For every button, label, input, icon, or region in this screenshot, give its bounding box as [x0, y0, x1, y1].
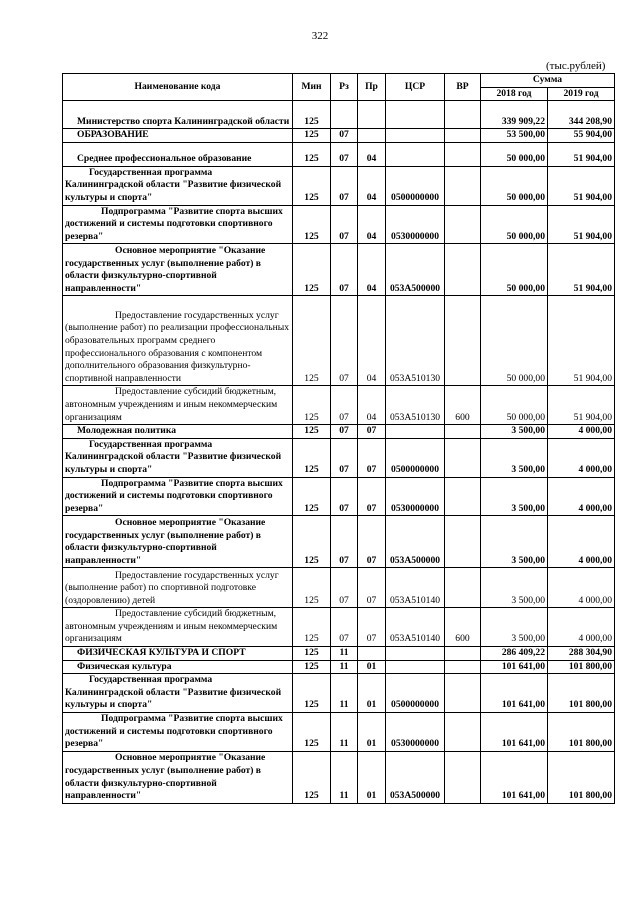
- cell-pr: [358, 101, 386, 129]
- budget-table: [62, 73, 615, 804]
- cell-y2018: 101 641,00: [481, 751, 548, 803]
- cell-vr: [445, 647, 481, 661]
- cell-csr: 053А510130: [386, 296, 445, 386]
- cell-name: ФИЗИЧЕСКАЯ КУЛЬТУРА И СПОРТ: [63, 647, 293, 661]
- cell-pr: [358, 647, 386, 661]
- units-label: (тыс.рублей): [546, 60, 606, 72]
- cell-vr: [445, 244, 481, 296]
- table-row: [63, 660, 615, 674]
- cell-csr: 053А510130: [386, 386, 445, 425]
- table-row: [63, 568, 615, 608]
- table-row: [63, 608, 615, 647]
- cell-rz: 11: [331, 647, 358, 661]
- cell-y2019: 4 000,00: [548, 438, 615, 477]
- cell-vr: [445, 674, 481, 713]
- cell-vr: [445, 660, 481, 674]
- cell-rz: 11: [331, 751, 358, 803]
- cell-name: Основное мероприятие "Оказание государственных услуг (выполнение работ) в области физкультурно-спортивной направленности": [63, 751, 293, 803]
- cell-y2019: 51 904,00: [548, 386, 615, 425]
- cell-rz: 11: [331, 674, 358, 713]
- cell-min: 125: [293, 205, 331, 244]
- cell-csr: 053А500000: [386, 751, 445, 803]
- cell-y2018: 53 500,00: [481, 129, 548, 143]
- cell-pr: 04: [358, 166, 386, 205]
- cell-rz: 07: [331, 166, 358, 205]
- cell-y2019: 101 800,00: [548, 751, 615, 803]
- cell-rz: 11: [331, 660, 358, 674]
- cell-y2019: 55 904,00: [548, 129, 615, 143]
- table-row: [63, 477, 615, 516]
- cell-min: 125: [293, 296, 331, 386]
- header-2018: 2018 год: [481, 87, 548, 101]
- cell-min: 125: [293, 674, 331, 713]
- cell-name: Физическая культура: [63, 660, 293, 674]
- cell-pr: 07: [358, 438, 386, 477]
- cell-name: Подпрограмма "Развитие спорта высших достижений и системы подготовки спортивного резерва": [63, 713, 293, 752]
- cell-y2018: 50 000,00: [481, 386, 548, 425]
- cell-min: 125: [293, 568, 331, 608]
- cell-csr: [386, 425, 445, 439]
- cell-y2019: 4 000,00: [548, 425, 615, 439]
- cell-y2018: 3 500,00: [481, 516, 548, 568]
- cell-rz: 07: [331, 516, 358, 568]
- cell-vr: [445, 751, 481, 803]
- cell-rz: 07: [331, 477, 358, 516]
- cell-name: Предоставление субсидий бюджетным, автономным учреждениям и иным некоммерческим организациям: [63, 608, 293, 647]
- cell-pr: 07: [358, 516, 386, 568]
- cell-y2019: 51 904,00: [548, 244, 615, 296]
- cell-vr: [445, 568, 481, 608]
- cell-vr: [445, 713, 481, 752]
- cell-y2018: 50 000,00: [481, 296, 548, 386]
- cell-min: 125: [293, 166, 331, 205]
- table-row: [63, 713, 615, 752]
- cell-y2019: 51 904,00: [548, 142, 615, 166]
- cell-pr: 01: [358, 713, 386, 752]
- table-row: [63, 425, 615, 439]
- header-name: Наименование кода: [63, 74, 293, 101]
- cell-vr: [445, 425, 481, 439]
- cell-vr: 600: [445, 386, 481, 425]
- cell-y2018: 3 500,00: [481, 568, 548, 608]
- cell-pr: 07: [358, 477, 386, 516]
- cell-min: 125: [293, 713, 331, 752]
- cell-y2018: 286 409,22: [481, 647, 548, 661]
- table-row: [63, 647, 615, 661]
- cell-rz: 07: [331, 129, 358, 143]
- cell-csr: [386, 647, 445, 661]
- cell-csr: 0530000000: [386, 205, 445, 244]
- cell-min: 125: [293, 386, 331, 425]
- cell-rz: 07: [331, 244, 358, 296]
- table-row: [63, 296, 615, 386]
- header-min: Мин: [293, 74, 331, 101]
- cell-csr: 0530000000: [386, 477, 445, 516]
- cell-rz: 07: [331, 568, 358, 608]
- cell-y2019: 101 800,00: [548, 713, 615, 752]
- cell-min: 125: [293, 142, 331, 166]
- cell-y2018: 3 500,00: [481, 438, 548, 477]
- cell-vr: [445, 477, 481, 516]
- cell-y2019: 51 904,00: [548, 296, 615, 386]
- cell-y2019: 101 800,00: [548, 674, 615, 713]
- cell-vr: [445, 142, 481, 166]
- cell-vr: [445, 166, 481, 205]
- cell-pr: 04: [358, 205, 386, 244]
- cell-rz: 07: [331, 386, 358, 425]
- table-row: [63, 386, 615, 425]
- cell-vr: [445, 438, 481, 477]
- cell-y2018: 101 641,00: [481, 713, 548, 752]
- cell-pr: 04: [358, 244, 386, 296]
- cell-csr: 0530000000: [386, 713, 445, 752]
- header-vr: ВР: [445, 74, 481, 101]
- cell-min: 125: [293, 477, 331, 516]
- header-2019: 2019 год: [548, 87, 615, 101]
- table-row: [63, 516, 615, 568]
- header-rz: Рз: [331, 74, 358, 101]
- table-row: [63, 438, 615, 477]
- cell-y2019: 4 000,00: [548, 516, 615, 568]
- cell-pr: 04: [358, 386, 386, 425]
- cell-rz: 07: [331, 425, 358, 439]
- cell-min: 125: [293, 516, 331, 568]
- cell-y2018: 50 000,00: [481, 205, 548, 244]
- cell-y2018: 3 500,00: [481, 608, 548, 647]
- cell-csr: 053А510140: [386, 568, 445, 608]
- cell-pr: 07: [358, 608, 386, 647]
- cell-y2018: 339 909,22: [481, 101, 548, 129]
- cell-pr: 07: [358, 425, 386, 439]
- cell-csr: 053А500000: [386, 516, 445, 568]
- cell-csr: 0500000000: [386, 438, 445, 477]
- cell-min: 125: [293, 751, 331, 803]
- cell-rz: 07: [331, 205, 358, 244]
- cell-rz: 07: [331, 296, 358, 386]
- cell-y2019: 51 904,00: [548, 166, 615, 205]
- cell-vr: [445, 129, 481, 143]
- header-pr: Пр: [358, 74, 386, 101]
- table-row: [63, 142, 615, 166]
- cell-name: Среднее профессиональное образование: [63, 142, 293, 166]
- cell-y2018: 101 641,00: [481, 674, 548, 713]
- cell-name: Основное мероприятие "Оказание государственных услуг (выполнение работ) в области физкультурно-спортивной направленности": [63, 244, 293, 296]
- cell-name: Государственная программа Калининградской области "Развитие физической культуры и спорта": [63, 438, 293, 477]
- cell-vr: 600: [445, 608, 481, 647]
- table-row: [63, 101, 615, 129]
- cell-name: Подпрограмма "Развитие спорта высших достижений и системы подготовки спортивного резерва": [63, 477, 293, 516]
- table-row: [63, 205, 615, 244]
- table-row: [63, 751, 615, 803]
- cell-rz: [331, 101, 358, 129]
- cell-y2018: 3 500,00: [481, 425, 548, 439]
- cell-pr: 01: [358, 674, 386, 713]
- cell-min: 125: [293, 660, 331, 674]
- cell-csr: 053А510140: [386, 608, 445, 647]
- cell-min: 125: [293, 647, 331, 661]
- cell-pr: 07: [358, 568, 386, 608]
- cell-pr: 01: [358, 660, 386, 674]
- cell-name: Предоставление государственных услуг (выполнение работ) по спортивной подготовке (оздоровлению) детей: [63, 568, 293, 608]
- cell-vr: [445, 516, 481, 568]
- cell-csr: [386, 142, 445, 166]
- cell-min: 125: [293, 425, 331, 439]
- cell-pr: 04: [358, 296, 386, 386]
- cell-name: Подпрограмма "Развитие спорта высших достижений и системы подготовки спортивного резерва": [63, 205, 293, 244]
- cell-y2019: 4 000,00: [548, 608, 615, 647]
- cell-pr: 04: [358, 142, 386, 166]
- cell-rz: 07: [331, 142, 358, 166]
- table-row: [63, 166, 615, 205]
- table-row: [63, 244, 615, 296]
- cell-pr: 01: [358, 751, 386, 803]
- cell-y2019: 4 000,00: [548, 477, 615, 516]
- cell-y2019: 101 800,00: [548, 660, 615, 674]
- cell-name: Предоставление государственных услуг (выполнение работ) по реализации профессиональных образовательных программ среднего профессионального образования с компонентом дополнительного образования физкультурно-спортивной направленности: [63, 296, 293, 386]
- cell-name: Государственная программа Калининградской области "Развитие физической культуры и спорта": [63, 166, 293, 205]
- cell-csr: 0500000000: [386, 674, 445, 713]
- cell-csr: [386, 129, 445, 143]
- cell-pr: [358, 129, 386, 143]
- cell-name: Основное мероприятие "Оказание государственных услуг (выполнение работ) в области физкультурно-спортивной направленности": [63, 516, 293, 568]
- cell-vr: [445, 205, 481, 244]
- cell-y2019: 4 000,00: [548, 568, 615, 608]
- page-number: 322: [311, 30, 329, 42]
- cell-min: 125: [293, 101, 331, 129]
- table-row: [63, 674, 615, 713]
- cell-y2019: 344 208,90: [548, 101, 615, 129]
- cell-vr: [445, 101, 481, 129]
- cell-y2018: 50 000,00: [481, 244, 548, 296]
- cell-csr: 0500000000: [386, 166, 445, 205]
- cell-vr: [445, 296, 481, 386]
- cell-rz: 11: [331, 713, 358, 752]
- cell-csr: [386, 101, 445, 129]
- cell-rz: 07: [331, 438, 358, 477]
- cell-min: 125: [293, 608, 331, 647]
- cell-min: 125: [293, 438, 331, 477]
- cell-rz: 07: [331, 608, 358, 647]
- cell-min: 125: [293, 244, 331, 296]
- header-csr: ЦСР: [386, 74, 445, 101]
- cell-y2018: 101 641,00: [481, 660, 548, 674]
- cell-csr: [386, 660, 445, 674]
- cell-name: ОБРАЗОВАНИЕ: [63, 129, 293, 143]
- header-sum: Сумма: [481, 74, 615, 88]
- cell-name: Государственная программа Калининградской области "Развитие физической культуры и спорта": [63, 674, 293, 713]
- cell-y2019: 288 304,90: [548, 647, 615, 661]
- cell-min: 125: [293, 129, 331, 143]
- cell-name: Предоставление субсидий бюджетным, автономным учреждениям и иным некоммерческим организациям: [63, 386, 293, 425]
- cell-y2019: 51 904,00: [548, 205, 615, 244]
- cell-name: Молодежная политика: [63, 425, 293, 439]
- cell-y2018: 3 500,00: [481, 477, 548, 516]
- cell-csr: 053А500000: [386, 244, 445, 296]
- cell-y2018: 50 000,00: [481, 142, 548, 166]
- cell-y2018: 50 000,00: [481, 166, 548, 205]
- cell-name: Министерство спорта Калининградской области: [63, 101, 293, 129]
- table-row: [63, 129, 615, 143]
